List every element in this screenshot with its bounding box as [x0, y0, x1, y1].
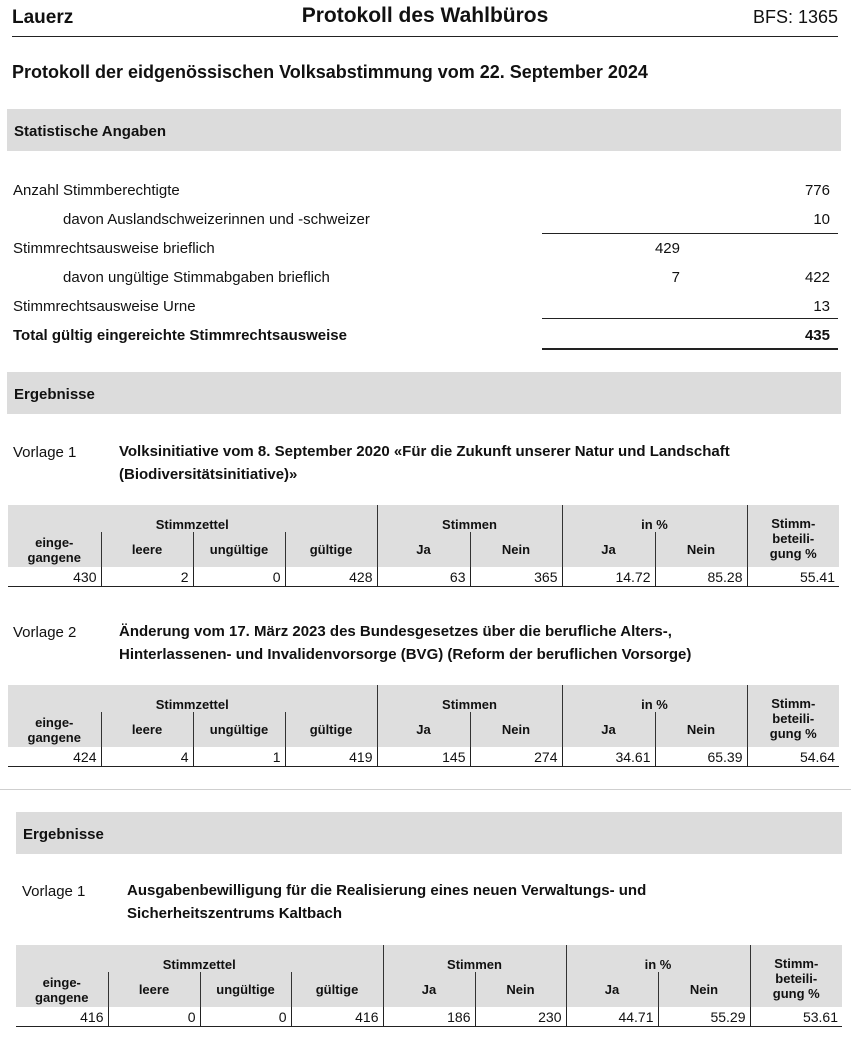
cell-leere: 0	[108, 1007, 200, 1027]
stat-value: 422	[804, 269, 830, 286]
header-ja-pct: Ja	[562, 712, 655, 747]
cell-stimmbeteiligung: 55.41	[747, 567, 839, 587]
stat-total-label: Total gültig eingereichte Stimmrechtsausweise	[13, 327, 347, 344]
header-leere: leere	[108, 972, 200, 1007]
page-header	[12, 4, 838, 37]
header-in-percent: in %	[562, 685, 747, 712]
header-stimmen: Stimmen	[377, 505, 562, 532]
section-band-results	[7, 372, 841, 414]
stat-value: 776	[804, 182, 830, 199]
vorlage-title-line: (Biodiversitätsinitiative)»	[119, 466, 298, 483]
cell-nein: 274	[470, 747, 562, 767]
stat-label: davon Auslandschweizerinnen und -schweizer	[63, 211, 370, 228]
results-table	[8, 685, 839, 767]
section-title-statistics: Statistische Angaben	[14, 123, 166, 140]
cell-eingegangene: 424	[8, 747, 101, 767]
cell-gueltige: 416	[291, 1007, 383, 1027]
section-band-statistics	[7, 109, 841, 151]
header-stimmzettel: Stimmzettel	[8, 685, 377, 712]
cell-stimmbeteiligung: 53.61	[750, 1007, 842, 1027]
header-line: beteili-	[772, 711, 815, 726]
cell-ungueltige: 0	[200, 1007, 291, 1027]
cell-nein-pct: 65.39	[655, 747, 747, 767]
header-gueltige: gültige	[285, 532, 377, 567]
document-title: Protokoll des Wahlbüros	[301, 4, 549, 27]
cell-ja-pct: 14.72	[562, 567, 655, 587]
cell-ungueltige: 1	[193, 747, 285, 767]
header-line: gung %	[769, 546, 817, 561]
header-ja: Ja	[377, 532, 470, 567]
header-line: Stimm-	[771, 696, 816, 711]
stat-subvalue: 429	[654, 240, 680, 257]
header-ungueltige: ungültige	[193, 712, 285, 747]
cell-nein: 230	[475, 1007, 566, 1027]
vorlage-title-line: Sicherheitszentrums Kaltbach	[127, 905, 343, 922]
vorlage-title-line: Änderung vom 17. März 2023 des Bundesgesetzes über die berufliche Alters-,	[119, 623, 672, 640]
subtotal-rule	[542, 318, 838, 319]
header-line: gangene	[27, 729, 81, 745]
cell-ja: 186	[383, 1007, 475, 1027]
vorlage-label: Vorlage 1	[22, 883, 86, 900]
header-line: gung %	[772, 986, 820, 1001]
cell-nein: 365	[470, 567, 562, 587]
cell-nein-pct: 55.29	[658, 1007, 750, 1027]
page-divider	[0, 789, 851, 790]
vorlage-title-line: Hinterlassenen- und Invalidenvorsorge (BVG) (Reform der beruflichen Vorsorge)	[119, 646, 692, 663]
total-rule	[542, 348, 838, 350]
header-line: Stimm-	[774, 956, 819, 971]
vorlage-label: Vorlage 1	[13, 444, 77, 461]
table-row	[8, 567, 839, 587]
cell-eingegangene: 430	[8, 567, 101, 587]
header-nein: Nein	[475, 972, 566, 1007]
header-ja-pct: Ja	[566, 972, 658, 1007]
stat-label: Anzahl Stimmberechtigte	[13, 182, 180, 199]
header-line: Stimm-	[771, 516, 816, 531]
header-in-percent: in %	[566, 945, 750, 972]
header-stimmen: Stimmen	[377, 685, 562, 712]
header-nein: Nein	[470, 712, 562, 747]
table-row	[16, 1007, 842, 1027]
header-ja: Ja	[383, 972, 475, 1007]
stat-label: Stimmrechtsausweise brieflich	[13, 240, 215, 257]
header-line: beteili-	[772, 531, 815, 546]
cell-leere: 4	[101, 747, 193, 767]
protocol-subtitle: Protokoll der eidgenössischen Volksabstimmung vom 22. September 2024	[12, 62, 648, 82]
header-leere: leere	[101, 532, 193, 567]
cell-ja: 145	[377, 747, 470, 767]
subtotal-rule	[542, 233, 838, 234]
header-line: einge-	[35, 714, 74, 730]
stat-value: 13	[813, 298, 830, 315]
stat-label: Stimmrechtsausweise Urne	[13, 298, 196, 315]
vorlage-label: Vorlage 2	[13, 624, 77, 641]
vorlage-title	[119, 440, 730, 486]
header-stimmen: Stimmen	[383, 945, 566, 972]
header-stimmzettel: Stimmzettel	[8, 505, 377, 532]
header-nein-pct: Nein	[658, 972, 750, 1007]
header-ja-pct: Ja	[562, 532, 655, 567]
header-in-percent: in %	[562, 505, 747, 532]
header-nein: Nein	[470, 532, 562, 567]
header-eingegangene	[8, 532, 101, 567]
cell-ungueltige: 0	[193, 567, 285, 587]
header-gueltige: gültige	[291, 972, 383, 1007]
header-line: beteili-	[775, 971, 818, 986]
header-ungueltige: ungültige	[193, 532, 285, 567]
bfs-number: BFS: 1365	[752, 7, 838, 27]
header-stimmbeteiligung	[747, 505, 839, 567]
section-title-results: Ergebnisse	[14, 386, 95, 403]
table-row	[8, 747, 839, 767]
vorlage-title	[127, 879, 646, 925]
header-nein-pct: Nein	[655, 712, 747, 747]
header-ungueltige: ungültige	[200, 972, 291, 1007]
header-line: einge-	[35, 534, 74, 550]
header-leere: leere	[101, 712, 193, 747]
header-line: einge-	[42, 974, 81, 990]
cell-gueltige: 419	[285, 747, 377, 767]
municipality-name: Lauerz	[12, 7, 74, 28]
results-table	[8, 505, 839, 587]
results-table	[16, 945, 842, 1027]
vorlage-title-line: Volksinitiative vom 8. September 2020 «Für die Zukunft unserer Natur und Landschaft	[119, 443, 730, 460]
stat-total-value: 435	[804, 327, 830, 344]
header-line: gangene	[35, 989, 89, 1005]
section-band-results	[16, 812, 842, 854]
cell-nein-pct: 85.28	[655, 567, 747, 587]
header-nein-pct: Nein	[655, 532, 747, 567]
stat-label: davon ungültige Stimmabgaben brieflich	[63, 269, 330, 286]
header-ja: Ja	[377, 712, 470, 747]
vorlage-title-line: Ausgabenbewilligung für die Realisierung eines neuen Verwaltungs- und	[127, 882, 647, 899]
stat-subvalue: 7	[671, 269, 680, 286]
cell-leere: 2	[101, 567, 193, 587]
cell-ja-pct: 44.71	[566, 1007, 658, 1027]
cell-ja: 63	[377, 567, 470, 587]
header-stimmzettel: Stimmzettel	[16, 945, 383, 972]
cell-stimmbeteiligung: 54.64	[747, 747, 839, 767]
header-stimmbeteiligung	[750, 945, 842, 1007]
header-line: gung %	[769, 726, 817, 741]
vorlage-title	[119, 620, 691, 666]
section-title-results: Ergebnisse	[23, 826, 104, 843]
header-eingegangene	[8, 712, 101, 747]
cell-ja-pct: 34.61	[562, 747, 655, 767]
header-gueltige: gültige	[285, 712, 377, 747]
cell-gueltige: 428	[285, 567, 377, 587]
header-eingegangene	[16, 972, 108, 1007]
header-line: gangene	[27, 549, 81, 565]
header-stimmbeteiligung	[747, 685, 839, 747]
cell-eingegangene: 416	[16, 1007, 108, 1027]
stat-value: 10	[813, 211, 830, 228]
